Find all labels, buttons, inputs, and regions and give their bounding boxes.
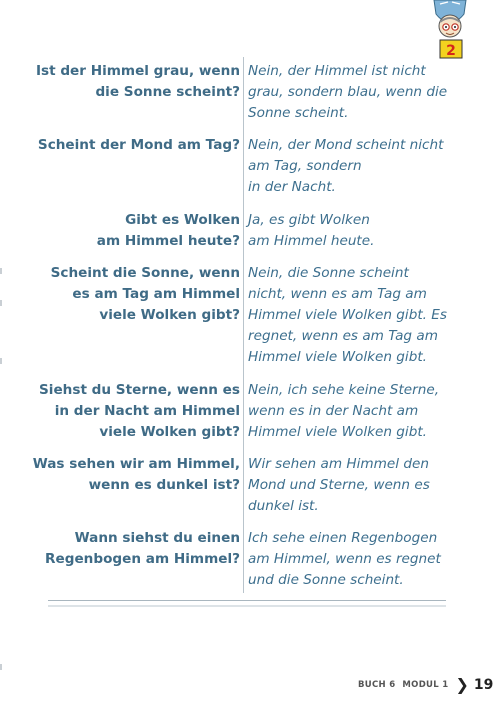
question-6: Was sehen wir am Himmel, wenn es dunkel ist?	[32, 456, 240, 493]
margin-tick	[0, 268, 2, 274]
chevron-right-icon: ❯	[455, 675, 469, 694]
question-7: Wann siehst du einen Regenbogen am Himmel?	[45, 530, 240, 567]
question-2: Scheint der Mond am Tag?	[37, 137, 240, 153]
question-3: Gibt es Wolken am Himmel heute?	[96, 212, 240, 249]
page-footer	[358, 676, 493, 694]
answer-3: Ja, es gibt Wolken am Himmel heute.	[248, 212, 375, 249]
question-5: Siehst du Sterne, wenn es in der Nacht am Himmel viele Wolken gibt?	[39, 382, 240, 440]
mascot-badge: 2	[446, 43, 456, 59]
footer-rule-light	[48, 605, 446, 607]
column-divider	[243, 57, 244, 593]
answer-2: Nein, der Mond scheint nicht am Tag, sondern in der Nacht.	[248, 137, 444, 195]
question-1: Ist der Himmel grau, wenn die Sonne scheint?	[35, 63, 240, 100]
page-number: 19	[473, 677, 494, 693]
margin-tick	[0, 358, 2, 364]
book-label: BUCH 6	[358, 680, 396, 690]
margin-tick	[0, 300, 2, 306]
footer-rule	[48, 600, 446, 601]
module-label: MODUL 1	[402, 680, 449, 690]
margin-tick	[0, 664, 2, 670]
answer-5: Nein, ich sehe keine Sterne, wenn es in der Nacht am Himmel viele Wolken gibt.	[248, 382, 440, 440]
answer-4: Nein, die Sonne scheint nicht, wenn es am Tag am Himmel viele Wolken gibt. Es regnet, wenn es am Tag am Himmel viele Wolken gibt.	[248, 265, 447, 365]
answer-1: Nein, der Himmel ist nicht grau, sondern blau, wenn die Sonne scheint.	[248, 63, 448, 121]
question-4: Scheint die Sonne, wenn es am Tag am Himmel viele Wolken gibt?	[50, 265, 240, 323]
answer-7: Ich sehe einen Regenbogen am Himmel, wenn es regnet und die Sonne scheint.	[248, 530, 441, 588]
answer-6: Wir sehen am Himmel den Mond und Sterne, wenn es dunkel ist.	[248, 456, 430, 514]
